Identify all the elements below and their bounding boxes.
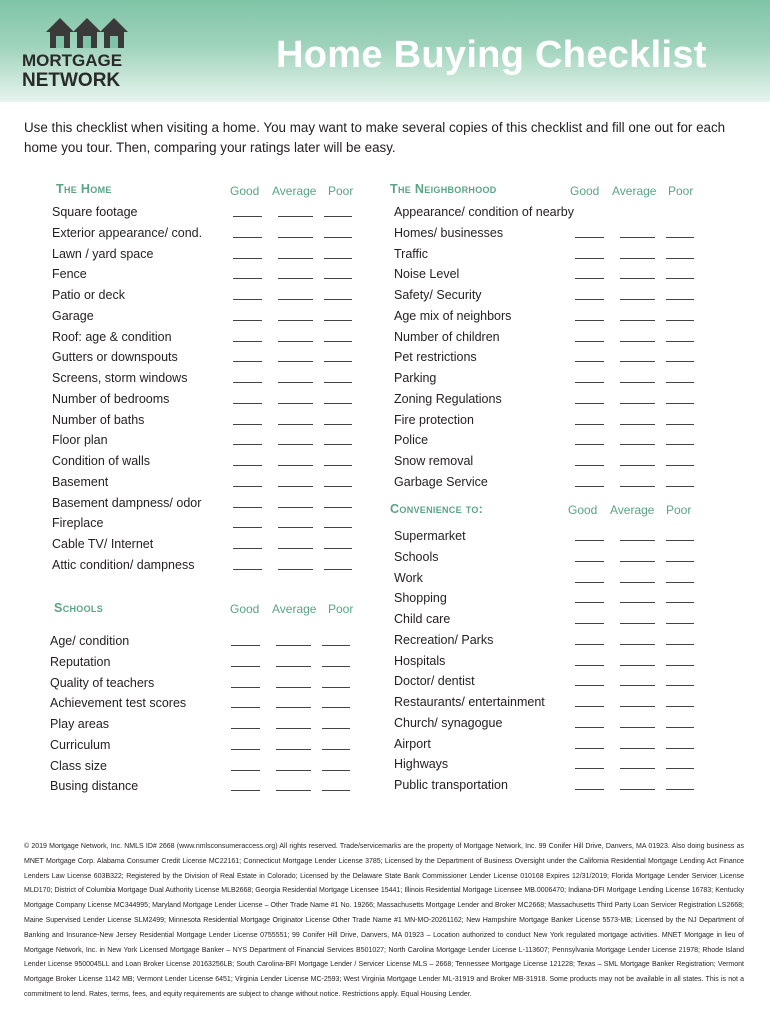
home-col-good: Good — [230, 184, 260, 198]
schools-item: Achievement test scores — [50, 696, 187, 711]
neighborhood-item: Parking — [394, 371, 437, 385]
neighborhood-col-average: Average — [612, 184, 657, 198]
schools-poor-blank[interactable] — [322, 770, 350, 771]
schools-good-blank[interactable] — [231, 687, 260, 688]
neighborhood-poor-blank[interactable] — [666, 237, 694, 238]
neighborhood-average-blank[interactable] — [620, 299, 655, 300]
schools-average-blank[interactable] — [276, 645, 311, 646]
neighborhood-good-blank[interactable] — [575, 361, 604, 362]
neighborhood-good-blank[interactable] — [575, 320, 604, 321]
home-average-blank[interactable] — [278, 278, 313, 279]
home-col-poor: Poor — [328, 184, 354, 198]
home-poor-blank[interactable] — [324, 237, 352, 238]
home-good-blank[interactable] — [233, 278, 262, 279]
schools-good-blank[interactable] — [231, 707, 260, 708]
convenience-item: Hospitals — [394, 653, 446, 668]
neighborhood-average-blank[interactable] — [620, 444, 655, 445]
home-average-blank[interactable] — [278, 569, 313, 570]
schools-item: Reputation — [50, 654, 111, 669]
home-poor-blank[interactable] — [324, 569, 352, 570]
schools-average-blank[interactable] — [276, 749, 311, 750]
convenience-item: Highways — [394, 757, 449, 772]
neighborhood-poor-blank[interactable] — [666, 341, 694, 342]
schools-item: Play areas — [50, 717, 110, 731]
schools-item: Quality of teachers — [50, 675, 155, 690]
neighborhood-col-poor: Poor — [668, 184, 694, 198]
home-poor-blank[interactable] — [324, 278, 352, 279]
home-average-blank[interactable] — [278, 548, 313, 549]
schools-good-blank[interactable] — [231, 749, 260, 750]
neighborhood-average-blank[interactable] — [620, 361, 655, 362]
schools-col-average: Average — [272, 602, 317, 616]
home-poor-blank[interactable] — [324, 403, 352, 404]
convenience-poor-blank[interactable] — [666, 561, 694, 562]
home-section-title: The Home — [56, 182, 112, 196]
convenience-item: Work — [394, 570, 423, 585]
neighborhood-good-blank[interactable] — [575, 444, 604, 445]
convenience-poor-blank[interactable] — [666, 582, 694, 583]
neighborhood-poor-blank[interactable] — [666, 424, 694, 425]
neighborhood-average-blank[interactable] — [620, 237, 655, 238]
home-poor-blank[interactable] — [324, 320, 352, 321]
neighborhood-good-blank[interactable] — [575, 424, 604, 425]
convenience-poor-blank[interactable] — [666, 727, 694, 728]
home-average-blank[interactable] — [278, 320, 313, 321]
neighborhood-average-blank[interactable] — [620, 486, 655, 487]
neighborhood-average-blank[interactable] — [620, 403, 655, 404]
home-good-blank[interactable] — [233, 424, 262, 425]
home-average-blank[interactable] — [278, 237, 313, 238]
convenience-poor-blank[interactable] — [666, 748, 694, 749]
neighborhood-poor-blank[interactable] — [666, 403, 694, 404]
home-good-blank[interactable] — [233, 341, 262, 342]
home-good-blank[interactable] — [233, 299, 262, 300]
schools-good-blank[interactable] — [231, 728, 260, 729]
logo-line2: NETWORK — [22, 70, 121, 91]
neighborhood-section-title: The Neighborhood — [390, 182, 497, 196]
neighborhood-average-blank[interactable] — [620, 424, 655, 425]
home-item: Basement — [52, 474, 109, 489]
convenience-poor-blank[interactable] — [666, 789, 694, 790]
schools-item: Curriculum — [50, 737, 111, 752]
convenience-average-blank[interactable] — [620, 582, 655, 583]
home-item: Number of bedrooms — [52, 391, 170, 406]
schools-poor-blank[interactable] — [322, 790, 350, 791]
schools-average-blank[interactable] — [276, 790, 311, 791]
home-item: Floor plan — [52, 433, 108, 448]
neighborhood-good-blank[interactable] — [575, 382, 604, 383]
home-average-blank[interactable] — [278, 507, 313, 508]
intro-text: Use this checklist when visiting a home. You may want to make several copies of this checklist and fill one out for each home you tour. Then, comparing your ratings later will be easy. — [24, 120, 726, 155]
convenience-poor-blank[interactable] — [666, 706, 694, 707]
convenience-item: Airport — [394, 736, 431, 751]
convenience-good-blank[interactable] — [575, 561, 604, 562]
home-good-blank[interactable] — [233, 361, 262, 362]
neighborhood-item: Homes/ businesses — [394, 225, 504, 240]
convenience-average-blank[interactable] — [620, 706, 655, 707]
neighborhood-good-blank[interactable] — [575, 486, 604, 487]
schools-good-blank[interactable] — [231, 770, 260, 771]
home-poor-blank[interactable] — [324, 361, 352, 362]
neighborhood-good-blank[interactable] — [575, 237, 604, 238]
neighborhood-poor-blank[interactable] — [666, 465, 694, 466]
convenience-average-blank[interactable] — [620, 748, 655, 749]
schools-section-title: Schools — [54, 601, 104, 615]
home-poor-blank[interactable] — [324, 341, 352, 342]
page-title: Home Buying Checklist — [276, 34, 707, 76]
home-good-blank[interactable] — [233, 216, 262, 217]
convenience-section-title: Convenience to: — [390, 502, 484, 516]
home-good-blank[interactable] — [233, 507, 262, 508]
neighborhood-poor-blank[interactable] — [666, 278, 694, 279]
schools-average-blank[interactable] — [276, 770, 311, 771]
home-item: Lawn / yard space — [52, 246, 154, 261]
convenience-average-blank[interactable] — [620, 602, 655, 603]
convenience-poor-blank[interactable] — [666, 665, 694, 666]
neighborhood-good-blank[interactable] — [575, 341, 604, 342]
schools-col-poor: Poor — [328, 602, 354, 616]
convenience-good-blank[interactable] — [575, 602, 604, 603]
home-good-blank[interactable] — [233, 320, 262, 321]
neighborhood-poor-blank[interactable] — [666, 320, 694, 321]
convenience-good-blank[interactable] — [575, 582, 604, 583]
convenience-average-blank[interactable] — [620, 768, 655, 769]
convenience-average-blank[interactable] — [620, 540, 655, 541]
convenience-poor-blank[interactable] — [666, 685, 694, 686]
home-average-blank[interactable] — [278, 444, 313, 445]
home-average-blank[interactable] — [278, 403, 313, 404]
home-average-blank[interactable] — [278, 424, 313, 425]
convenience-col-poor: Poor — [666, 503, 692, 517]
home-good-blank[interactable] — [233, 444, 262, 445]
convenience-poor-blank[interactable] — [666, 623, 694, 624]
schools-average-blank[interactable] — [276, 728, 311, 729]
home-average-blank[interactable] — [278, 361, 313, 362]
neighborhood-item: Fire protection — [394, 412, 474, 427]
home-poor-blank[interactable] — [324, 299, 352, 300]
home-average-blank[interactable] — [278, 299, 313, 300]
schools-poor-blank[interactable] — [322, 645, 350, 646]
neighborhood-average-blank[interactable] — [620, 465, 655, 466]
home-item: Fence — [52, 267, 87, 282]
home-average-blank[interactable] — [278, 216, 313, 217]
home-item: Attic condition/ dampness — [52, 557, 195, 572]
neighborhood-poor-blank[interactable] — [666, 361, 694, 362]
neighborhood-item: Age mix of neighbors — [394, 308, 512, 323]
neighborhood-item: Safety/ Security — [394, 288, 482, 302]
convenience-poor-blank[interactable] — [666, 602, 694, 603]
home-average-blank[interactable] — [278, 465, 313, 466]
schools-item: Age/ condition — [50, 634, 130, 648]
home-good-blank[interactable] — [233, 403, 262, 404]
convenience-good-blank[interactable] — [575, 644, 604, 645]
home-item: Garage — [52, 308, 94, 323]
home-item: Screens, storm windows — [52, 371, 188, 385]
neighborhood-item: Noise Level — [394, 267, 460, 282]
header-banner — [0, 0, 770, 102]
neighborhood-item: Snow removal — [394, 454, 474, 468]
convenience-poor-blank[interactable] — [666, 540, 694, 541]
home-item: Patio or deck — [52, 288, 125, 302]
schools-good-blank[interactable] — [231, 790, 260, 791]
convenience-col-average: Average — [610, 503, 655, 517]
neighborhood-poor-blank[interactable] — [666, 299, 694, 300]
convenience-average-blank[interactable] — [620, 727, 655, 728]
convenience-average-blank[interactable] — [620, 644, 655, 645]
schools-average-blank[interactable] — [276, 666, 311, 667]
neighborhood-col-good: Good — [570, 184, 600, 198]
neighborhood-item: Traffic — [394, 246, 429, 261]
neighborhood-item: Pet restrictions — [394, 350, 477, 365]
neighborhood-average-blank[interactable] — [620, 341, 655, 342]
home-good-blank[interactable] — [233, 527, 262, 528]
schools-poor-blank[interactable] — [322, 749, 350, 750]
mortgage-network-logo — [22, 16, 142, 90]
home-item: Roof: age & condition — [52, 329, 172, 344]
convenience-good-blank[interactable] — [575, 748, 604, 749]
legal-footer: © 2019 Mortgage Network, Inc. NMLS ID# 2668 (www.nmlsconsumeraccess.org) All rights reserved. Trade/servicemarks are the property of Mortgage Network, Inc. 99 Conifer Hill Drive, Danvers, MA 01923. Also doing business as MNET Mortgage Corp. Alabama Consumer Credit License MC22161; Connecticut Mortgage Lender License 3785; Licensed by the Department of Business Oversight under the California Residential Mortgage Lending Act Finance Lenders Law License 603B322; Registered by the Division of Real Estate in Colorado; Licensed by the Delaware State Bank Commissioner Lender License 010168 Expires 12/31/2019; Florida Mortgage Lender Servicer License MLD170; District of Columbia Mortgage Dual Authority License MLB2668; Georgia Residential Mortgage Licensee 15441; Illinois Residential Mortgage Licensee MB.0006470; Indiana-DFI Mortgage Lending License 16783; Kentucky Mortgage Company License MC344995; Maryland Mortgage Lender License – Other Trade Name #1 No. 19266; Massachusetts Mortgage Lender and Broker MC2668; Massachusetts Third Party Loan Servicer Registration LS2668; Maine Supervised Lender License SLM2499; Minnesota Residential Mortgage Originator License Other Trade Name #1 MN-MO-20261162; New Hampshire Mortgage Banker License 5573-MB; Licensed by the NJ Department of Banking and Insurance-New Jersey Residential Mortgage Lender License 0755551; 99 Conifer Hill Drive, Danvers, MA 01923 – Location authorized to conduct New York regulated mortgage activities. MNET Mortgage in lieu of Mortgage Network, Inc. in New York Licensed Mortgage Banker – NYS Department of Financial Services B501027; North Carolina Mortgage Lender License L-113607; Pennsylvania Mortgage Lender License 21978; Rhode Island Lender License 9500045LL and Loan Broker License 20163256LB; South Carolina-BFI Mortgage Lender / Servicer License MLS – 2668; Tennessee Mortgage License 121228; Texas – SML Mortgage Banker Registration; Vermont Mortgage Broker License 1142 MB; Vermont Lender License 6451; Virginia Lender License MC-2593; West Virginia Mortgage Lender ML-31919 and Broker MB-31918. Some products may not be available in all states. This is not a commitment to lend. Rates, terms, fees, and equity requirements are subject to change without notice. Restrictions apply. Equal Housing Lender. — [24, 843, 744, 998]
home-poor-blank[interactable] — [324, 527, 352, 528]
convenience-average-blank[interactable] — [620, 623, 655, 624]
home-item: Square footage — [52, 205, 138, 219]
home-item: Basement dampness/ odor — [52, 495, 202, 510]
schools-poor-blank[interactable] — [322, 728, 350, 729]
schools-good-blank[interactable] — [231, 666, 260, 667]
convenience-item: Doctor/ dentist — [394, 674, 475, 689]
home-good-blank[interactable] — [233, 465, 262, 466]
convenience-average-blank[interactable] — [620, 685, 655, 686]
neighborhood-average-blank[interactable] — [620, 382, 655, 383]
home-col-average: Average — [272, 184, 317, 198]
home-item: Exterior appearance/ cond. — [52, 225, 203, 240]
home-poor-blank[interactable] — [324, 216, 352, 217]
home-item: Number of baths — [52, 412, 145, 427]
neighborhood-average-blank[interactable] — [620, 278, 655, 279]
schools-col-good: Good — [230, 602, 260, 616]
home-poor-blank[interactable] — [324, 444, 352, 445]
convenience-poor-blank[interactable] — [666, 768, 694, 769]
home-average-blank[interactable] — [278, 527, 313, 528]
home-poor-blank[interactable] — [324, 465, 352, 466]
neighborhood-item: Garbage Service — [394, 474, 488, 489]
home-good-blank[interactable] — [233, 382, 262, 383]
home-good-blank[interactable] — [233, 548, 262, 549]
convenience-item: Schools — [394, 549, 439, 564]
neighborhood-item: Police — [394, 433, 429, 448]
schools-average-blank[interactable] — [276, 687, 311, 688]
home-good-blank[interactable] — [233, 569, 262, 570]
home-item: Cable TV/ Internet — [52, 537, 154, 551]
convenience-average-blank[interactable] — [620, 789, 655, 790]
neighborhood-average-blank[interactable] — [620, 258, 655, 259]
home-average-blank[interactable] — [278, 382, 313, 383]
neighborhood-item: Number of children — [394, 329, 500, 344]
logo-line1: MORTGAGE — [22, 51, 123, 70]
convenience-good-blank[interactable] — [575, 768, 604, 769]
convenience-item: Church/ synagogue — [394, 715, 503, 730]
neighborhood-average-blank[interactable] — [620, 320, 655, 321]
neighborhood-good-blank[interactable] — [575, 299, 604, 300]
convenience-average-blank[interactable] — [620, 665, 655, 666]
neighborhood-poor-blank[interactable] — [666, 486, 694, 487]
convenience-good-blank[interactable] — [575, 623, 604, 624]
neighborhood-item: Appearance/ condition of nearby — [394, 205, 574, 219]
convenience-item: Child care — [394, 612, 451, 626]
schools-good-blank[interactable] — [231, 645, 260, 646]
neighborhood-poor-blank[interactable] — [666, 382, 694, 383]
home-good-blank[interactable] — [233, 486, 262, 487]
convenience-item: Supermarket — [394, 529, 466, 543]
schools-poor-blank[interactable] — [322, 707, 350, 708]
convenience-good-blank[interactable] — [575, 665, 604, 666]
home-poor-blank[interactable] — [324, 548, 352, 549]
convenience-item: Recreation/ Parks — [394, 632, 494, 647]
home-poor-blank[interactable] — [324, 507, 352, 508]
home-poor-blank[interactable] — [324, 258, 352, 259]
convenience-good-blank[interactable] — [575, 727, 604, 728]
home-item: Gutters or downspouts — [52, 350, 178, 365]
houses-logo-icon — [46, 16, 128, 50]
convenience-good-blank[interactable] — [575, 706, 604, 707]
convenience-average-blank[interactable] — [620, 561, 655, 562]
neighborhood-good-blank[interactable] — [575, 258, 604, 259]
home-average-blank[interactable] — [278, 258, 313, 259]
convenience-col-good: Good — [568, 503, 598, 517]
home-poor-blank[interactable] — [324, 486, 352, 487]
home-average-blank[interactable] — [278, 486, 313, 487]
convenience-good-blank[interactable] — [575, 685, 604, 686]
neighborhood-item: Zoning Regulations — [394, 391, 502, 406]
neighborhood-poor-blank[interactable] — [666, 258, 694, 259]
neighborhood-good-blank[interactable] — [575, 403, 604, 404]
schools-item: Busing distance — [50, 779, 139, 794]
home-item: Fireplace — [52, 516, 104, 531]
convenience-poor-blank[interactable] — [666, 644, 694, 645]
neighborhood-good-blank[interactable] — [575, 465, 604, 466]
convenience-good-blank[interactable] — [575, 789, 604, 790]
home-good-blank[interactable] — [233, 258, 262, 259]
neighborhood-poor-blank[interactable] — [666, 444, 694, 445]
neighborhood-good-blank[interactable] — [575, 278, 604, 279]
home-good-blank[interactable] — [233, 237, 262, 238]
convenience-item: Restaurants/ entertainment — [394, 695, 545, 709]
convenience-good-blank[interactable] — [575, 540, 604, 541]
home-poor-blank[interactable] — [324, 424, 352, 425]
home-item: Condition of walls — [52, 454, 150, 468]
schools-average-blank[interactable] — [276, 707, 311, 708]
convenience-item: Public transportation — [394, 778, 508, 792]
home-average-blank[interactable] — [278, 341, 313, 342]
home-poor-blank[interactable] — [324, 382, 352, 383]
schools-poor-blank[interactable] — [322, 687, 350, 688]
schools-poor-blank[interactable] — [322, 666, 350, 667]
convenience-item: Shopping — [394, 591, 447, 606]
schools-item: Class size — [50, 758, 107, 773]
